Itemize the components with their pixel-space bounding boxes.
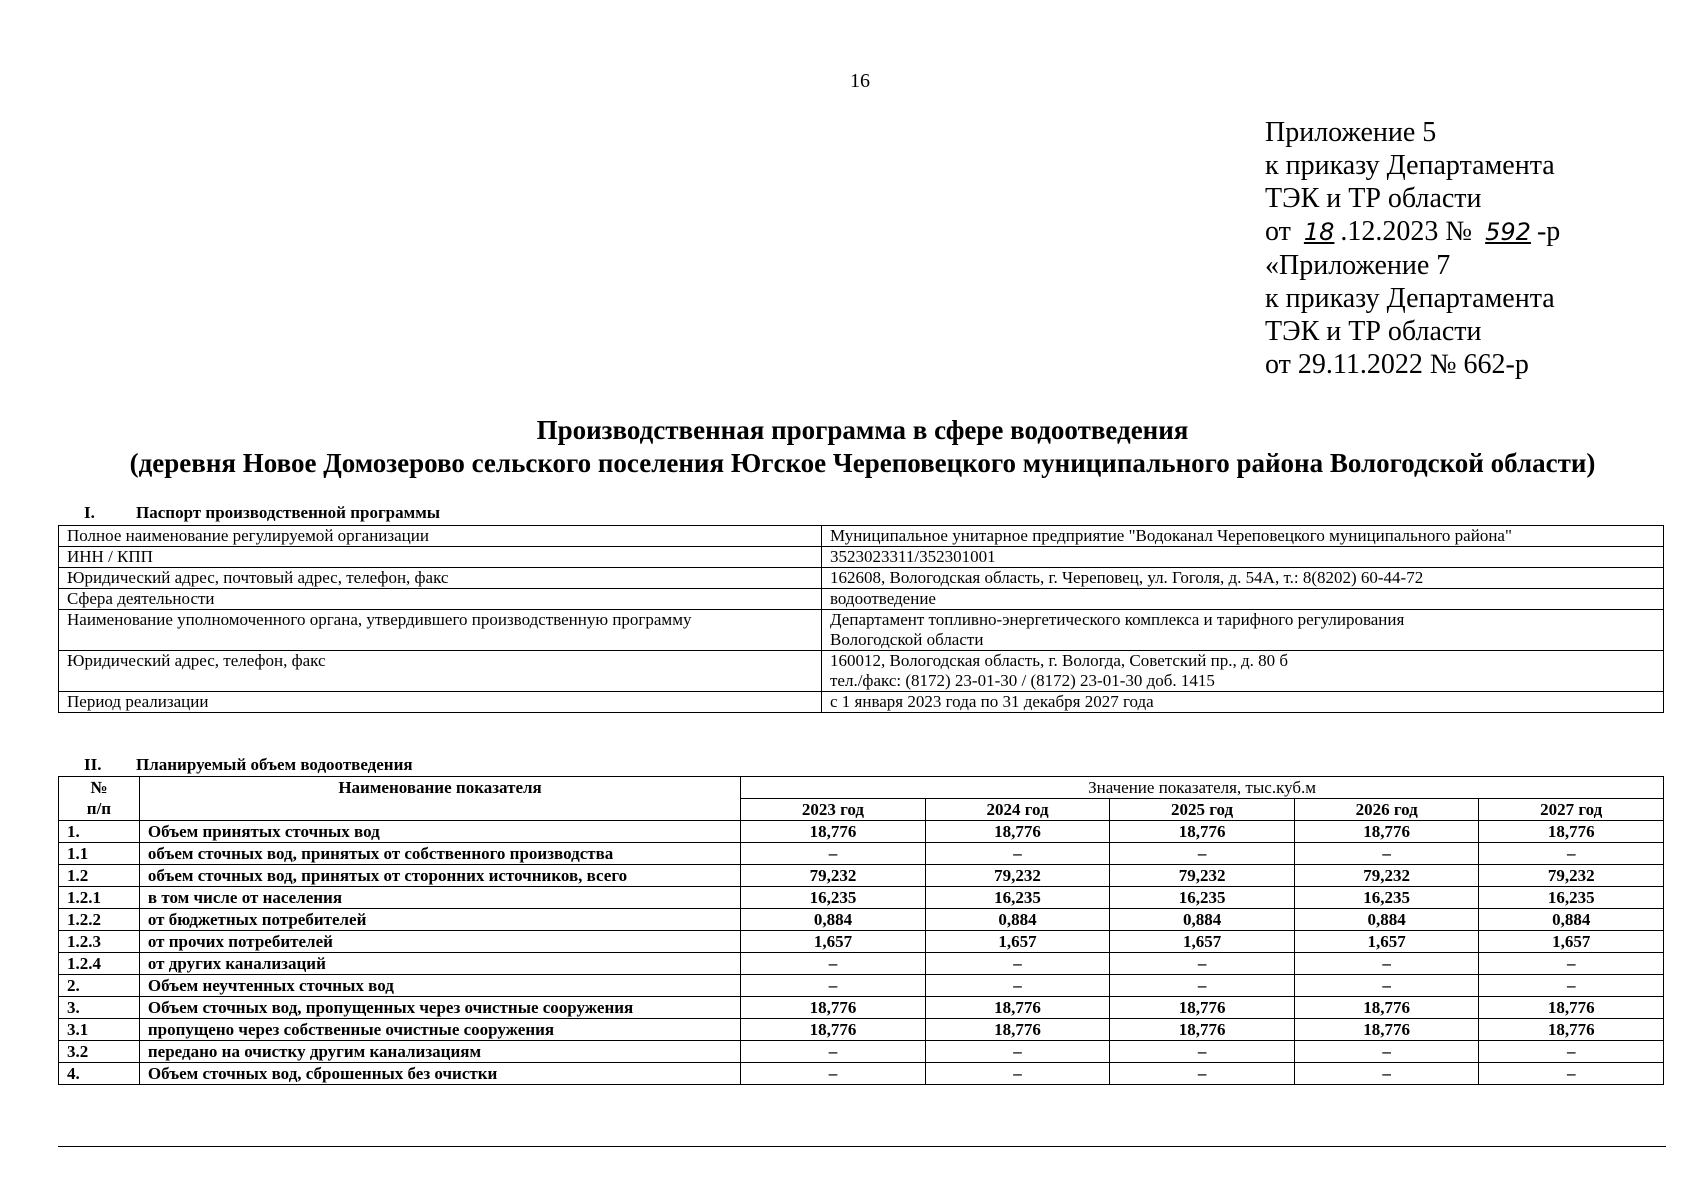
header-year: 2024 год [925,799,1110,821]
table-row [59,975,1664,997]
row-number: 1.2.2 [59,909,140,931]
indicator-name: от других канализаций [139,953,740,975]
indicator-value: 18,776 [1294,997,1479,1019]
table-row [59,1019,1664,1041]
section-number: II. [84,755,102,774]
indicator-value: – [1110,843,1295,865]
passport-value: водоотведение [822,589,1664,610]
row-number: 3.1 [59,1019,140,1041]
indicator-value: – [1110,975,1295,997]
table-row [59,1063,1664,1085]
table-row [59,953,1664,975]
indicator-value: – [741,953,926,975]
indicator-value: 0,884 [1110,909,1295,931]
indicator-value: 18,776 [925,997,1110,1019]
indicator-value: 79,232 [1110,865,1295,887]
indicator-value: 1,657 [925,931,1110,953]
document-title [0,414,1695,480]
appendix-order-line [1265,215,1560,249]
indicator-value: – [925,843,1110,865]
header-value-group: Значение показателя, тыс.куб.м [741,777,1664,799]
order-suffix: -р [1536,216,1561,247]
indicator-value: 0,884 [741,909,926,931]
passport-value: с 1 января 2023 года по 31 декабря 2027 года [822,692,1664,713]
indicator-value: 18,776 [1110,821,1295,843]
indicator-value: 16,235 [1294,887,1479,909]
indicator-value: 18,776 [925,821,1110,843]
indicator-value: 1,657 [1479,931,1664,953]
indicator-name: от бюджетных потребителей [139,909,740,931]
header-row [59,777,1664,799]
indicator-value: 1,657 [741,931,926,953]
indicator-value: – [925,953,1110,975]
table-row [59,1041,1664,1063]
indicator-value: 18,776 [1294,1019,1479,1041]
header-year: 2026 год [1294,799,1479,821]
appendix-line: к приказу Департамента [1265,283,1555,314]
indicator-value: – [741,843,926,865]
indicator-value: 16,235 [925,887,1110,909]
indicator-value: 18,776 [1479,1019,1664,1041]
indicator-value: – [925,975,1110,997]
indicator-value: 18,776 [1479,821,1664,843]
value-line: Департамент топливно-энергетического комплекса и тарифного регулирования [830,610,1405,629]
indicator-name: объем сточных вод, принятых от собственного производства [139,843,740,865]
value-line: 160012, Вологодская область, г. Вологда, Советский пр., д. 80 б [830,651,1289,670]
appendix-line: ТЭК и ТР области [1265,316,1482,347]
row-number: 1. [59,821,140,843]
row-number: 1.2 [59,865,140,887]
section-1-heading [58,503,440,523]
header-num-line: № [90,778,108,797]
indicator-value: 0,884 [1294,909,1479,931]
header-year: 2027 год [1479,799,1664,821]
title-subtitle: (деревня Новое Домозерово сельского поселения Югское Череповецкого муниципального района Вологодской области) [129,448,1596,478]
indicator-value: 18,776 [741,997,926,1019]
appendix-line: к приказу Департамента [1265,150,1555,181]
indicator-value: – [1110,1063,1295,1085]
row-number: 1.2.1 [59,887,140,909]
header-name: Наименование показателя [139,777,740,821]
section-title: Планируемый объем водоотведения [136,755,413,774]
indicator-value: – [925,1063,1110,1085]
row-number: 3. [59,997,140,1019]
indicator-value: – [1110,1041,1295,1063]
indicator-value: 16,235 [1479,887,1664,909]
table-row [59,589,1664,610]
indicator-name: пропущено через собственные очистные сооружения [139,1019,740,1041]
table-row [59,843,1664,865]
table-row [59,610,1664,651]
table-row [59,909,1664,931]
indicator-name: Объем принятых сточных вод [139,821,740,843]
row-number: 4. [59,1063,140,1085]
indicator-value: – [1479,1041,1664,1063]
row-number: 1.2.3 [59,931,140,953]
indicator-value: 16,235 [1110,887,1295,909]
indicator-value: 18,776 [925,1019,1110,1041]
appendix-block [1265,116,1560,381]
indicator-name: Объем сточных вод, пропущенных через очистные сооружения [139,997,740,1019]
header-num [59,777,140,821]
table-row [59,526,1664,547]
section-2-heading [58,755,413,775]
indicator-value: – [1294,843,1479,865]
bottom-rule [58,1146,1666,1147]
passport-value: 162608, Вологодская область, г. Череповец, ул. Гоголя, д. 54А, т.: 8(8202) 60-44-72 [822,568,1664,589]
indicator-name: передано на очистку другим канализациям [139,1041,740,1063]
passport-label: Юридический адрес, телефон, факс [59,651,822,692]
passport-value [822,651,1664,692]
indicator-value: – [1479,1063,1664,1085]
header-year: 2025 год [1110,799,1295,821]
appendix-line: ТЭК и ТР области [1265,183,1482,214]
title-line: Производственная программа в сфере водоотведения [536,415,1189,445]
value-line: Вологодской области [830,630,984,649]
table-row [59,997,1664,1019]
table-row [59,821,1664,843]
indicator-value: – [1479,975,1664,997]
passport-value [822,610,1664,651]
indicator-value: 79,232 [741,865,926,887]
indicator-value: 0,884 [925,909,1110,931]
appendix-line: от 29.11.2022 № 662-р [1265,349,1529,380]
row-number: 2. [59,975,140,997]
indicator-value: – [925,1041,1110,1063]
indicator-value: – [1294,953,1479,975]
indicator-value: 0,884 [1479,909,1664,931]
passport-label: ИНН / КПП [59,547,822,568]
indicator-value: 18,776 [1110,997,1295,1019]
indicator-name: Объем сточных вод, сброшенных без очистки [139,1063,740,1085]
row-number: 3.2 [59,1041,140,1063]
indicator-value: 79,232 [1294,865,1479,887]
passport-label: Полное наименование регулируемой организации [59,526,822,547]
page-number: 16 [850,70,870,92]
passport-label: Юридический адрес, почтовый адрес, телефон, факс [59,568,822,589]
table-row [59,887,1664,909]
header-year: 2023 год [741,799,926,821]
indicator-value: 18,776 [1110,1019,1295,1041]
passport-label: Сфера деятельности [59,589,822,610]
indicator-value: – [741,975,926,997]
header-num-line: п/п [86,799,112,818]
appendix-line: Приложение 5 [1265,117,1437,148]
indicator-value: – [1110,953,1295,975]
indicator-name: объем сточных вод, принятых от сторонних источников, всего [139,865,740,887]
indicator-name: Объем неучтенных сточных вод [139,975,740,997]
value-line: тел./факс: (8172) 23-01-30 / (8172) 23-01-30 доб. 1415 [830,671,1215,690]
row-number: 1.1 [59,843,140,865]
table-row [59,692,1664,713]
table-row [59,865,1664,887]
section-number: I. [84,503,95,522]
section-title: Паспорт производственной программы [136,503,441,522]
passport-label: Наименование уполномоченного органа, утвердившего производственную программу [59,610,822,651]
passport-table [58,525,1664,713]
table-row [59,568,1664,589]
table-row [59,931,1664,953]
indicator-value: – [1294,1063,1479,1085]
indicator-value: – [1294,1041,1479,1063]
indicator-value: – [741,1063,926,1085]
indicator-value: 1,657 [1294,931,1479,953]
indicator-value: – [1294,975,1479,997]
indicator-value: 18,776 [741,821,926,843]
indicator-value: 16,235 [741,887,926,909]
table-row [59,651,1664,692]
table-row [59,547,1664,568]
handwritten-order-number: 592 [1485,218,1531,246]
indicator-value: 18,776 [1479,997,1664,1019]
passport-value: Муниципальное унитарное предприятие "Водоканал Череповецкого муниципального района" [822,526,1664,547]
indicator-value: 18,776 [741,1019,926,1041]
appendix-line: «Приложение 7 [1265,250,1451,281]
indicator-value: 18,776 [1294,821,1479,843]
indicator-value: 79,232 [1479,865,1664,887]
passport-label: Период реализации [59,692,822,713]
passport-value: 3523023311/352301001 [822,547,1664,568]
volume-table [58,776,1664,1085]
indicator-value: 79,232 [925,865,1110,887]
handwritten-day: 18 [1303,218,1335,246]
indicator-value: – [741,1041,926,1063]
indicator-value: 1,657 [1110,931,1295,953]
indicator-name: от прочих потребителей [139,931,740,953]
indicator-value: – [1479,843,1664,865]
date-prefix: от [1265,216,1291,247]
row-number: 1.2.4 [59,953,140,975]
date-rest: .12.2023 № [1340,216,1473,247]
indicator-name: в том числе от населения [139,887,740,909]
indicator-value: – [1479,953,1664,975]
